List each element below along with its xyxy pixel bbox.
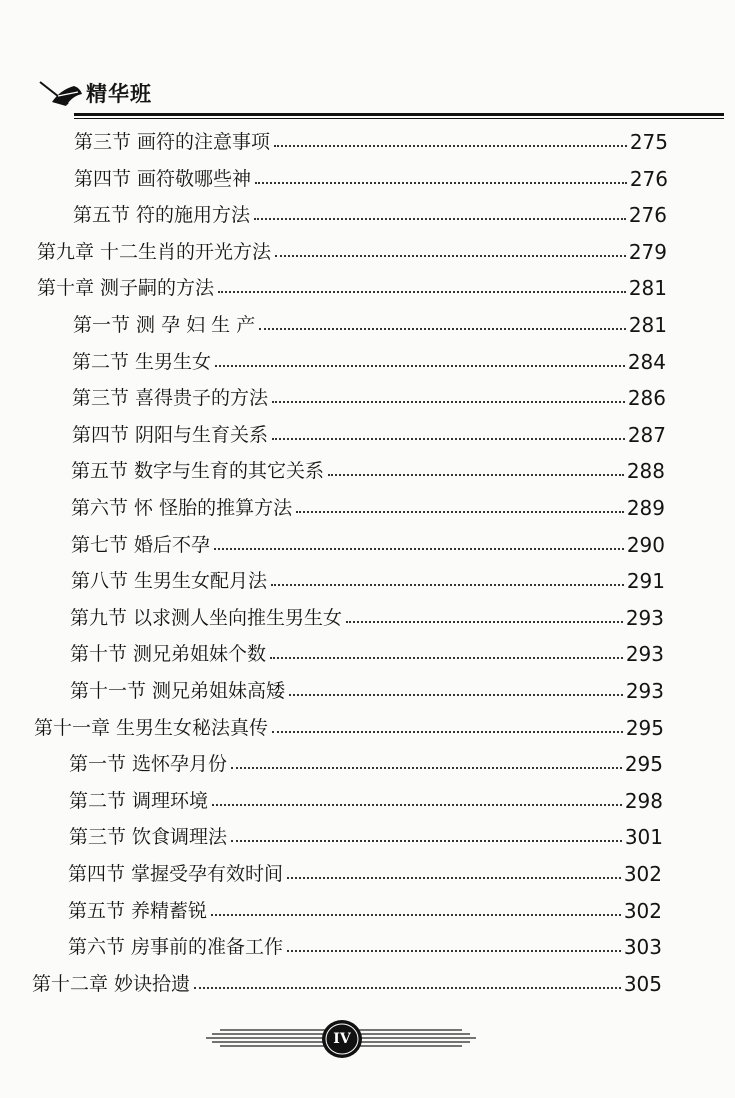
- toc-entry-page: 293: [625, 642, 664, 667]
- toc-entry-title: 第一节 测 孕 妇 生 产: [73, 314, 256, 336]
- toc-entry: [37, 266, 667, 300]
- toc-entry-title: 第五节 数字与生育的其它关系: [71, 460, 325, 483]
- toc-entry: [72, 376, 666, 410]
- toc-entry: [69, 742, 663, 776]
- toc-entry: [68, 925, 662, 959]
- toc-entry-page: 284: [627, 349, 666, 374]
- toc-entry: [74, 120, 668, 154]
- toc-entry-page: 302: [623, 862, 662, 886]
- toc-dot-leader: [194, 987, 621, 989]
- toc-entry-title: 第八节 生男生女配月法: [71, 570, 268, 593]
- toc-entry-page: 287: [627, 422, 666, 447]
- toc-entry-page: 302: [623, 898, 662, 923]
- toc-entry-title: 第一节 选怀孕月份: [69, 753, 228, 776]
- toc-entry-title: 第十节 测兄弟姐妹个数: [70, 643, 267, 666]
- toc-entry: [73, 193, 667, 227]
- toc-dot-leader: [254, 218, 626, 220]
- toc-entry-title: 第二节 调理环境: [69, 789, 209, 812]
- toc-entry: [68, 889, 662, 923]
- toc-entry: [73, 303, 667, 337]
- toc-entry: [72, 340, 666, 374]
- toc-dot-leader: [218, 291, 626, 293]
- toc-dot-leader: [289, 694, 623, 696]
- toc-dot-leader: [275, 255, 626, 257]
- toc-dot-leader: [211, 914, 621, 916]
- toc-entry-page: 276: [628, 203, 667, 228]
- toc-entry-page: 276: [629, 166, 668, 191]
- toc-entry-title: 第四节 阴阳与生育关系: [72, 423, 269, 446]
- toc-dot-leader: [272, 438, 625, 440]
- toc-entry-title: 第十一章 生男生女秘法真传: [34, 716, 269, 739]
- page-header: [38, 72, 688, 124]
- toc-entry-page: 279: [628, 239, 667, 264]
- toc-dot-leader: [214, 548, 624, 550]
- toc-entry-page: 303: [623, 935, 662, 960]
- toc-entry-title: 第三节 喜得贵子的方法: [72, 387, 269, 410]
- toc-entry-page: 295: [625, 715, 664, 740]
- toc-dot-leader: [231, 767, 622, 769]
- page-footer: [200, 1010, 480, 1070]
- toc-entry: [71, 486, 665, 520]
- toc-entry-page: 301: [624, 825, 663, 850]
- toc-dot-leader: [212, 804, 622, 806]
- toc-dot-leader: [215, 365, 625, 367]
- toc-entry-title: 第三节 画符的注意事项: [74, 131, 271, 153]
- toc-entry-title: 第十一节 测兄弟姐妹高矮: [70, 680, 286, 702]
- toc-entry-title: 第五节 符的施用方法: [73, 204, 251, 227]
- toc-entry-page: 291: [626, 569, 665, 594]
- toc-entry: [72, 413, 666, 447]
- toc-entry-title: 第四节 掌握受孕有效时间: [68, 863, 284, 885]
- toc-entry: [32, 962, 662, 996]
- toc-entry-page: 281: [628, 313, 667, 337]
- toc-entry-page: 298: [624, 788, 663, 813]
- header-rule-thin: [74, 118, 724, 119]
- toc-entry-title: 第二节 生男生女: [72, 350, 212, 373]
- toc-entry-page: 289: [626, 496, 665, 520]
- toc-entry-title: 第九章 十二生肖的开光方法: [37, 240, 272, 263]
- toc-entry-title: 第六节 怀 怪胎的推算方法: [71, 497, 293, 519]
- toc-entry: [37, 230, 667, 264]
- toc-entry-page: 281: [628, 276, 667, 301]
- toc-entry-title: 第十章 测子嗣的方法: [37, 277, 215, 300]
- toc-entry: [71, 523, 665, 557]
- toc-dot-leader: [287, 950, 621, 952]
- header-rule: [74, 113, 724, 116]
- toc-dot-leader: [328, 474, 624, 476]
- toc-entry-title: 第四节 画符敬哪些神: [74, 167, 252, 190]
- page-number: IV: [333, 1031, 351, 1047]
- toc-entry-page: 288: [626, 459, 665, 484]
- toc-entry: [68, 852, 662, 886]
- toc-entry-title: 第三节 饮食调理法: [69, 826, 228, 849]
- toc-entry-page: 293: [625, 679, 664, 703]
- toc-entry-title: 第五节 养精蓄锐: [68, 899, 208, 922]
- toc-entry-page: 293: [625, 605, 664, 630]
- toc-dot-leader: [271, 584, 624, 586]
- toc-entry-title: 第十二章 妙诀拾遗: [32, 972, 191, 995]
- toc-dot-leader: [259, 328, 626, 330]
- toc-entry: [74, 157, 668, 191]
- header-title: 精华班: [86, 82, 152, 106]
- toc-dot-leader: [272, 401, 625, 403]
- toc-dot-leader: [270, 657, 623, 659]
- toc-entry: [70, 669, 664, 703]
- brush-logo-icon: [38, 72, 88, 112]
- toc-dot-leader: [274, 145, 627, 147]
- toc-dot-leader: [272, 731, 623, 733]
- toc-entry: [69, 815, 663, 849]
- toc-entry: [71, 449, 665, 483]
- toc-entry: [70, 632, 664, 666]
- toc-dot-leader: [287, 877, 621, 879]
- toc-entry: [34, 706, 664, 740]
- toc-entry-page: 290: [626, 532, 665, 557]
- toc-entry: [70, 596, 664, 630]
- toc-entry-title: 第六节 房事前的准备工作: [68, 936, 284, 959]
- toc-entry-title: 第九节 以求测人坐向推生男生女: [70, 606, 343, 629]
- toc-dot-leader: [296, 511, 624, 513]
- toc-entry: [71, 559, 665, 593]
- toc-entry-page: 305: [623, 971, 662, 996]
- toc-dot-leader: [346, 621, 623, 623]
- toc-dot-leader: [255, 182, 627, 184]
- toc-entry: [69, 779, 663, 813]
- toc-entry-page: 286: [627, 386, 666, 411]
- toc-entry-page: 295: [624, 752, 663, 777]
- toc-entry-title: 第七节 婚后不孕: [71, 533, 211, 556]
- toc-entry-page: 275: [629, 130, 668, 154]
- toc-dot-leader: [231, 840, 622, 842]
